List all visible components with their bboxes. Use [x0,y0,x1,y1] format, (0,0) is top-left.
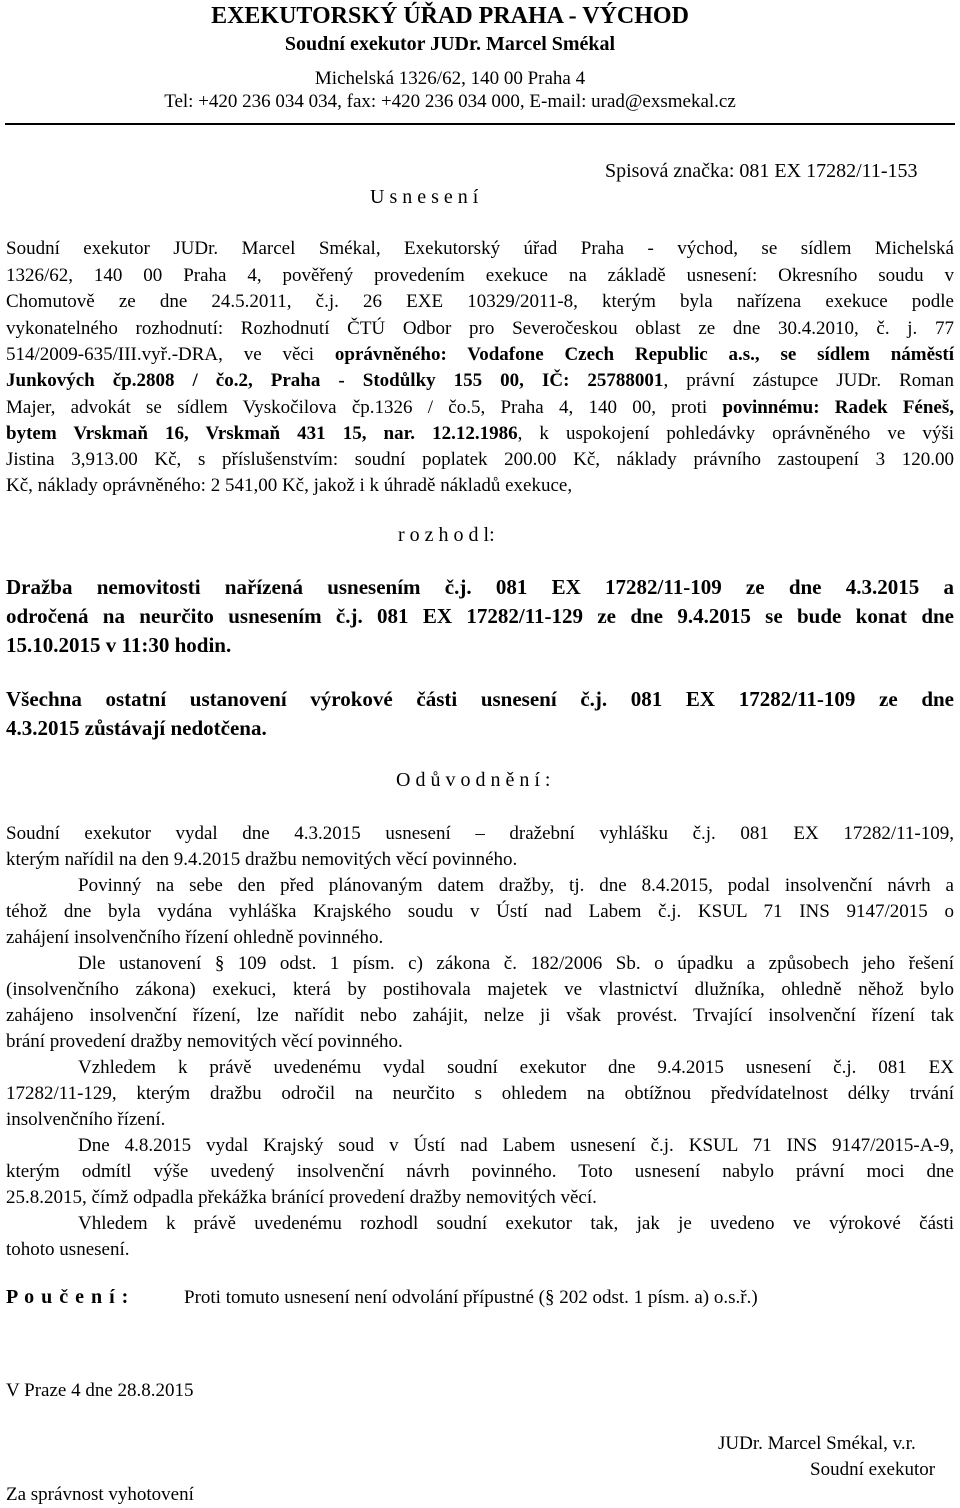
office-name: EXEKUTORSKÝ ÚŘAD PRAHA - VÝCHOD [211,3,689,29]
header-divider [5,123,955,125]
officer-name: Soudní exekutor JUDr. Marcel Smékal [284,33,616,55]
reasoning-line: Povinný na sebe den před plánovaným datem dražby, tj. dne 8.4.2015, podal insolvenční návrh a [78,875,954,896]
document-type: U s n e s e n í [370,186,479,208]
reasoning-line: Vzhledem k právě uvedenému vydal soudní exekutor dne 9.4.2015 usnesení č.j. 081 EX [78,1057,954,1078]
office-contact: Tel: +420 236 034 034, fax: +420 236 034 000, E-mail: urad@exsmekal.cz [164,91,736,112]
reasoning-line: (insolvenčního zákona) exekuci, která by postihovala majetek ve vlastnictví dlužníka, ohledně něhož bylo [6,979,954,1000]
debtor: povinnému: Radek Féneš, [722,397,954,418]
decision-heading: r o z h o d l: [398,524,495,546]
reasoning-line: kterým nařídil na den 9.4.2015 dražbu nemovitých věcí povinného. [6,849,518,870]
intro-line: Soudní exekutor JUDr. Marcel Smékal, Exekutorský úřad Praha - východ, se sídlem Michelská [6,238,954,259]
instruction-text: Proti tomuto usnesení není odvolání přípustné (§ 202 odst. 1 písm. a) o.s.ř.) [184,1287,758,1308]
reasoning-line: 17282/11-129, kterým dražbu odročil na neurčito s ohledem na obtížnou předvídatelnost délky trvání [6,1083,954,1104]
reasoning-line: 25.8.2015, čímž odpadla překážka bránící provedení dražby nemovitých věcí. [6,1187,597,1208]
intro-line: Kč, náklady oprávněného: 2 541,00 Kč, jakož i k úhradě nákladů exekuce, [6,475,573,496]
instruction-label: P o u č e n í : [6,1286,130,1308]
intro-line: 514/2009-635/III.vyř.-DRA, ve věci oprávněného: Vodafone Czech Republic a.s., se sídlem náměstí [6,344,955,365]
decision-line: Všechna ostatní ustanovení výrokové části usnesení č.j. 081 EX 17282/11-109 ze dne [6,687,954,711]
place-date: V Praze 4 dne 28.8.2015 [6,1380,194,1401]
signature-title: Soudní exekutor [810,1459,936,1480]
reasoning-line: Dne 4.8.2015 vydal Krajský soud v Ústí nad Labem usnesení č.j. KSUL 71 INS 9147/2015-A-9, [78,1135,954,1156]
intro-line: bytem Vrskmaň 16, Vrskmaň 431 15, nar. 12.12.1986, k uspokojení pohledávky oprávněného ve výši [6,423,954,444]
decision-line: 15.10.2015 v 11:30 hodin. [6,633,232,657]
reasoning-line: kterým odmítl výše uvedený insolvenční návrh povinného. Toto usnesení nabylo právní moci dne [6,1161,954,1182]
signature-name: JUDr. Marcel Smékal, v.r. [718,1433,916,1454]
decision-line: odročená na neurčito usnesením č.j. 081 EX 17282/11-129 ze dne 9.4.2015 se bude konat dne [6,604,954,628]
decision-line: Dražba nemovitosti nařízená usnesením č.j. 081 EX 17282/11-109 ze dne 4.3.2015 a [6,575,954,599]
creditor: oprávněného: Vodafone Czech Republic a.s. [334,344,755,365]
reasoning-line: zahájeno insolvenční řízení, lze nařídit nebo zahájit, nelze ji však provést. Trvající insolvenční řízení tak [6,1005,954,1026]
reasoning-line: Soudní exekutor vydal dne 4.3.2015 usnesení – dražební vyhlášku č.j. 081 EX 17282/11-109, [6,823,954,844]
intro-line: Majer, advokát se sídlem Vyskočilova čp.1326 / čo.5, Praha 4, 140 00, proti povinnému: Radek Féneš, [6,397,954,418]
reasoning-heading: O d ů v o d n ě n í : [396,769,551,791]
intro-line: 1326/62, 140 00 Praha 4, pověřený provedením exekuce na základě usnesení: Okresního soudu v [6,265,954,286]
reasoning-line: Vhledem k právě uvedenému rozhodl soudní exekutor tak, jak je uvedeno ve výrokové části [78,1213,954,1234]
intro-line: Jistina 3,913.00 Kč, s příslušenstvím: soudní poplatek 200.00 Kč, náklady právního zastoupení 3 120.00 [6,449,954,470]
reasoning-line: insolvenčního řízení. [6,1109,166,1130]
intro-line: vykonatelného rozhodnutí: Rozhodnutí ČTÚ Odbor pro Severočeskou oblast ze dne 30.4.2010, č. j. 77 [6,318,954,339]
verification-note: Za správnost vyhotovení [6,1484,194,1505]
office-address: Michelská 1326/62, 140 00 Praha 4 [314,68,586,89]
decision-line: 4.3.2015 zůstávají nedotčena. [6,716,267,740]
reasoning-line: téhož dne byla vydána vyhláška Krajského soudu v Ústí nad Labem č.j. KSUL 71 INS 9147/2015 o [6,901,954,922]
file-reference: Spisová značka: 081 EX 17282/11-153 [605,160,918,182]
reasoning-line: Dle ustanovení § 109 odst. 1 písm. c) zákona č. 182/2006 Sb. o úpadku a způsobech jeho řešení [78,953,954,974]
reasoning-line: brání provedení dražby nemovitých věcí povinného. [6,1031,403,1052]
reasoning-line: tohoto usnesení. [6,1239,130,1260]
intro-line: Chomutově ze dne 24.5.2011, č.j. 26 EXE 10329/2011-8, kterým byla nařízena exekuce podle [6,291,954,312]
reasoning-line: zahájení insolvenčního řízení ohledně povinného. [6,927,384,948]
intro-line: Junkových čp.2808 / čo.2, Praha - Stodůlky 155 00, IČ: 25788001, právní zástupce JUDr. Roman [6,370,954,391]
